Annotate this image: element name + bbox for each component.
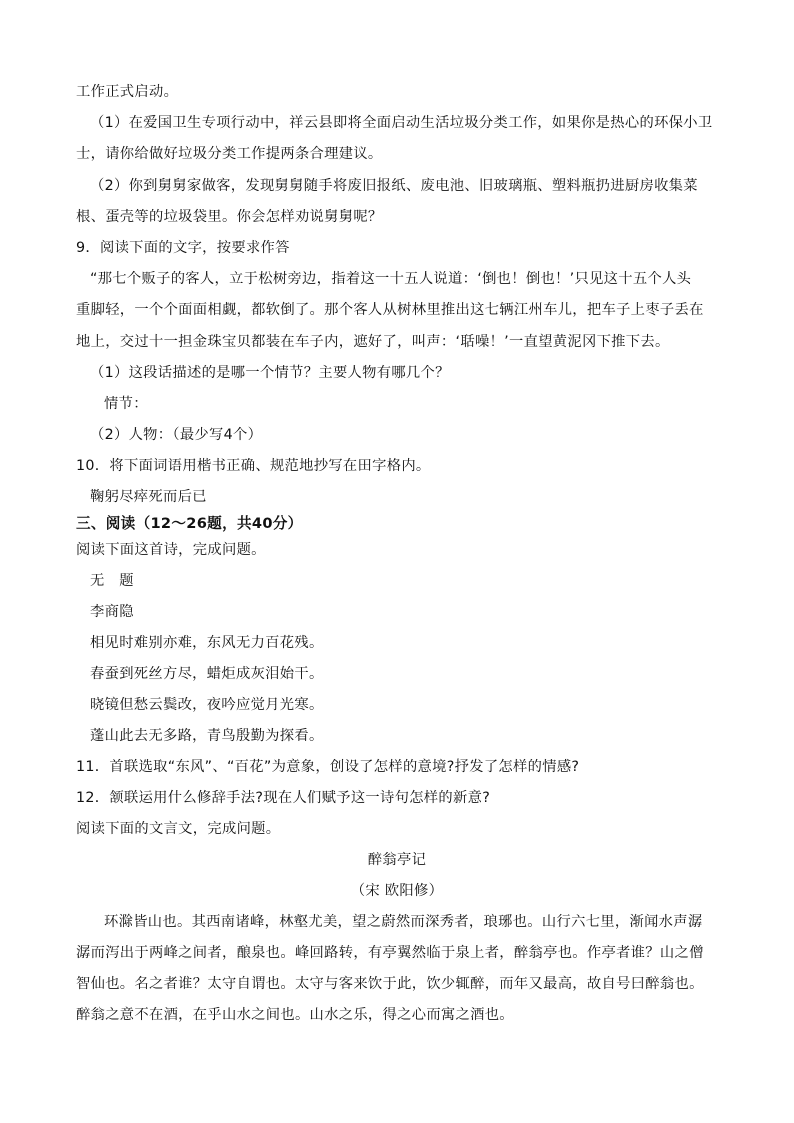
- question-8-1: （1）在爱国卫生专项行动中，祥云县即将全面启动生活垃圾分类工作，如果你是热心的环保小卫: [90, 115, 713, 131]
- poem-line: 蓬山此去无多路，青鸟殷勤为探看。: [90, 728, 324, 744]
- text-line: 根、蛋壳等的垃圾袋里。你会怎样劝说舅舅呢？: [76, 209, 383, 225]
- question-9-2: （2）人物：（最少写4个）: [90, 427, 263, 443]
- poem-title: 无 题: [90, 573, 134, 589]
- passage-line: 重脚轻，一个个面面相觑，都软倒了。那个客人从树林里推出这七辆江州车儿，把车子上枣子丢在: [76, 302, 704, 318]
- classical-instruction: 阅读下面的文言文，完成问题。: [76, 821, 281, 837]
- question-8-2: （2）你到舅舅家做客，发现舅舅随手将废旧报纸、废电池、旧玻璃瓶、塑料瓶扔进厨房收集菜: [90, 178, 698, 194]
- essay-author: （宋 欧阳修）: [350, 883, 444, 899]
- poem-instruction: 阅读下面这首诗，完成问题。: [76, 542, 266, 558]
- text-line: 士，请你给做好垃圾分类工作提两条合理建议。: [76, 146, 383, 162]
- essay-line: 醉翁之意不在酒，在乎山水之间也。山水之乐，得之心而寓之酒也。: [76, 1007, 514, 1023]
- poem-line: 春蚕到死丝方尽，蜡炬成灰泪始干。: [90, 666, 324, 682]
- essay-line: 潺而泻出于两峰之间者，酿泉也。峰回路转，有亭翼然临于泉上者，醉翁亭也。作亭者谁？山之僧: [76, 945, 704, 961]
- passage-line: “那七个贩子的客人，立于松树旁边，指着这一十五人说道：‘倒也！倒也！’只见这十五个人头: [90, 271, 692, 287]
- question-12: 12．颔联运用什么修辞手法?现在人们赋予这一诗句怎样的新意?: [76, 790, 491, 806]
- poem-line: 相见时难别亦难，东风无力百花残。: [90, 635, 324, 651]
- essay-title: 醉翁亭记: [367, 852, 427, 868]
- passage-line: 地上，交过十一担金珠宝贝都装在车子内，遮好了，叫声：‘聒噪！’一直望黄泥冈下推下去。: [76, 334, 670, 350]
- section-3-heading: 三、阅读（12～26题，共40分）: [76, 515, 303, 532]
- question-10-heading: 10．将下面词语用楷书正确、规范地抄写在田字格内。: [76, 458, 431, 474]
- question-9-1: （1）这段话描述的是哪一个情节？主要人物有哪几个？: [90, 365, 450, 381]
- poem-line: 晓镜但愁云鬓改，夜吟应觉月光寒。: [90, 697, 324, 713]
- question-9-heading: 9．阅读下面的文字，按要求作答: [76, 240, 290, 256]
- text-line: 工作正式启动。: [76, 84, 179, 100]
- poem-author: 李商隐: [90, 604, 134, 620]
- essay-line: 智仙也。名之者谁？太守自谓也。太守与客来饮于此，饮少辄醉，而年又最高，故自号曰醉翁也。: [76, 976, 704, 992]
- question-11: 11．首联选取“东风”、“百花”为意象，创设了怎样的意境?抒发了怎样的情感?: [76, 759, 580, 775]
- idiom-text: 鞠躬尽瘁死而后已: [90, 489, 207, 505]
- answer-plot-label: 情节：: [104, 396, 148, 412]
- essay-line: 环滁皆山也。其西南诸峰，林壑尤美，望之蔚然而深秀者，琅琊也。山行六七里，渐闻水声潺: [104, 914, 703, 930]
